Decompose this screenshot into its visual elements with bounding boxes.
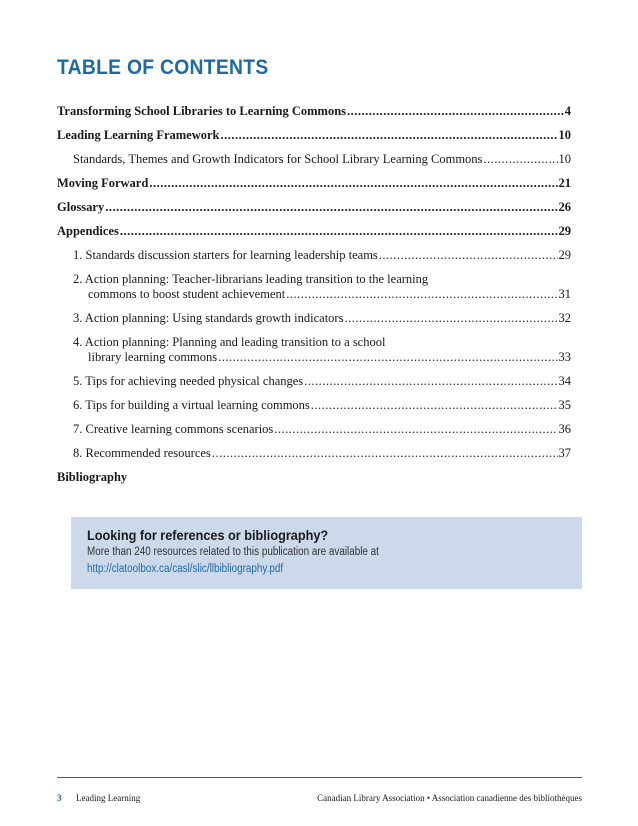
table-of-contents [57, 104, 571, 485]
toc-entry-page: 34 [558, 374, 571, 388]
toc-entry-appendix-8[interactable] [57, 446, 571, 461]
callout-title: Looking for references or bibliography? [87, 528, 329, 543]
toc-entry-label-line2: commons to boost student achievement [88, 287, 286, 301]
toc-entry-bibliography[interactable]: Bibliography [57, 470, 128, 484]
toc-entry-label: Transforming School Libraries to Learning Commons [57, 104, 347, 118]
toc-entry-appendix-5[interactable] [57, 374, 571, 389]
toc-entry-label: Glossary [57, 200, 105, 214]
toc-entry-page: 33 [558, 350, 571, 364]
toc-entry-glossary[interactable] [57, 200, 571, 215]
toc-entry-appendix-6[interactable] [57, 398, 571, 413]
toc-entry-label: Standards, Themes and Growth Indicators for School Library Learning Commons [73, 152, 483, 166]
toc-entry-label: 5. Tips for achieving needed physical changes [73, 374, 304, 388]
toc-entry-page: 32 [558, 311, 571, 325]
toc-entry-label: 3. Action planning: Using standards growth indicators [73, 311, 344, 325]
footer-page-number: 3 [57, 793, 62, 803]
toc-entry-page: 4 [564, 104, 571, 118]
toc-entry-page: 10 [558, 128, 571, 142]
toc-entry-page: 10 [558, 152, 571, 166]
toc-entry-page: 31 [558, 287, 571, 301]
toc-entry-label-line2: library learning commons [88, 350, 218, 364]
toc-entry-label: 6. Tips for building a virtual learning commons [73, 398, 310, 412]
page-title: TABLE OF CONTENTS [57, 56, 269, 79]
toc-entry-label: 1. Standards discussion starters for learning leadership teams [73, 248, 378, 262]
toc-entry-label: Leading Learning Framework [57, 128, 220, 142]
toc-entry-appendix-3[interactable] [57, 311, 571, 326]
toc-entry-label-line1: 4. Action planning: Planning and leading transition to a school [73, 335, 386, 349]
footer-publisher: Canadian Library Association • Association canadienne des bibliothèques [317, 793, 582, 803]
footer-doc-title: Leading Learning [76, 793, 141, 803]
bibliography-callout [71, 517, 582, 589]
toc-entry-label: 7. Creative learning commons scenarios [73, 422, 274, 436]
toc-entry-appendix-2[interactable] [57, 272, 571, 302]
toc-entry-appendix-4[interactable] [57, 335, 571, 365]
toc-entry-appendix-1[interactable] [57, 248, 571, 263]
callout-body: More than 240 resources related to this publication are available at [87, 546, 379, 558]
toc-entry-page: 35 [558, 398, 571, 412]
toc-entry-page: 26 [558, 200, 571, 214]
toc-entry-appendix-7[interactable] [57, 422, 571, 437]
toc-entry-label: Appendices [57, 224, 119, 238]
toc-entry-page: 36 [558, 422, 571, 436]
toc-entry-page: 37 [558, 446, 571, 460]
toc-entry-appendices[interactable] [57, 224, 571, 239]
toc-entry-transforming[interactable] [57, 104, 571, 119]
toc-entry-label: 8. Recommended resources [73, 446, 211, 460]
toc-entry-page: 21 [558, 176, 571, 190]
toc-entry-label: Moving Forward [57, 176, 149, 190]
toc-entry-moving-forward[interactable] [57, 176, 571, 191]
footer-divider [57, 777, 582, 778]
bibliography-link[interactable]: http://clatoolbox.ca/casl/slic/llbibliography.pdf [87, 563, 284, 575]
toc-entry-label-line1: 2. Action planning: Teacher-librarians leading transition to the learning [73, 272, 429, 286]
toc-entry-leading-learning-framework[interactable] [57, 128, 571, 143]
toc-entry-page: 29 [558, 248, 571, 262]
toc-entry-page: 29 [558, 224, 571, 238]
toc-entry-standards-themes[interactable] [57, 152, 571, 167]
